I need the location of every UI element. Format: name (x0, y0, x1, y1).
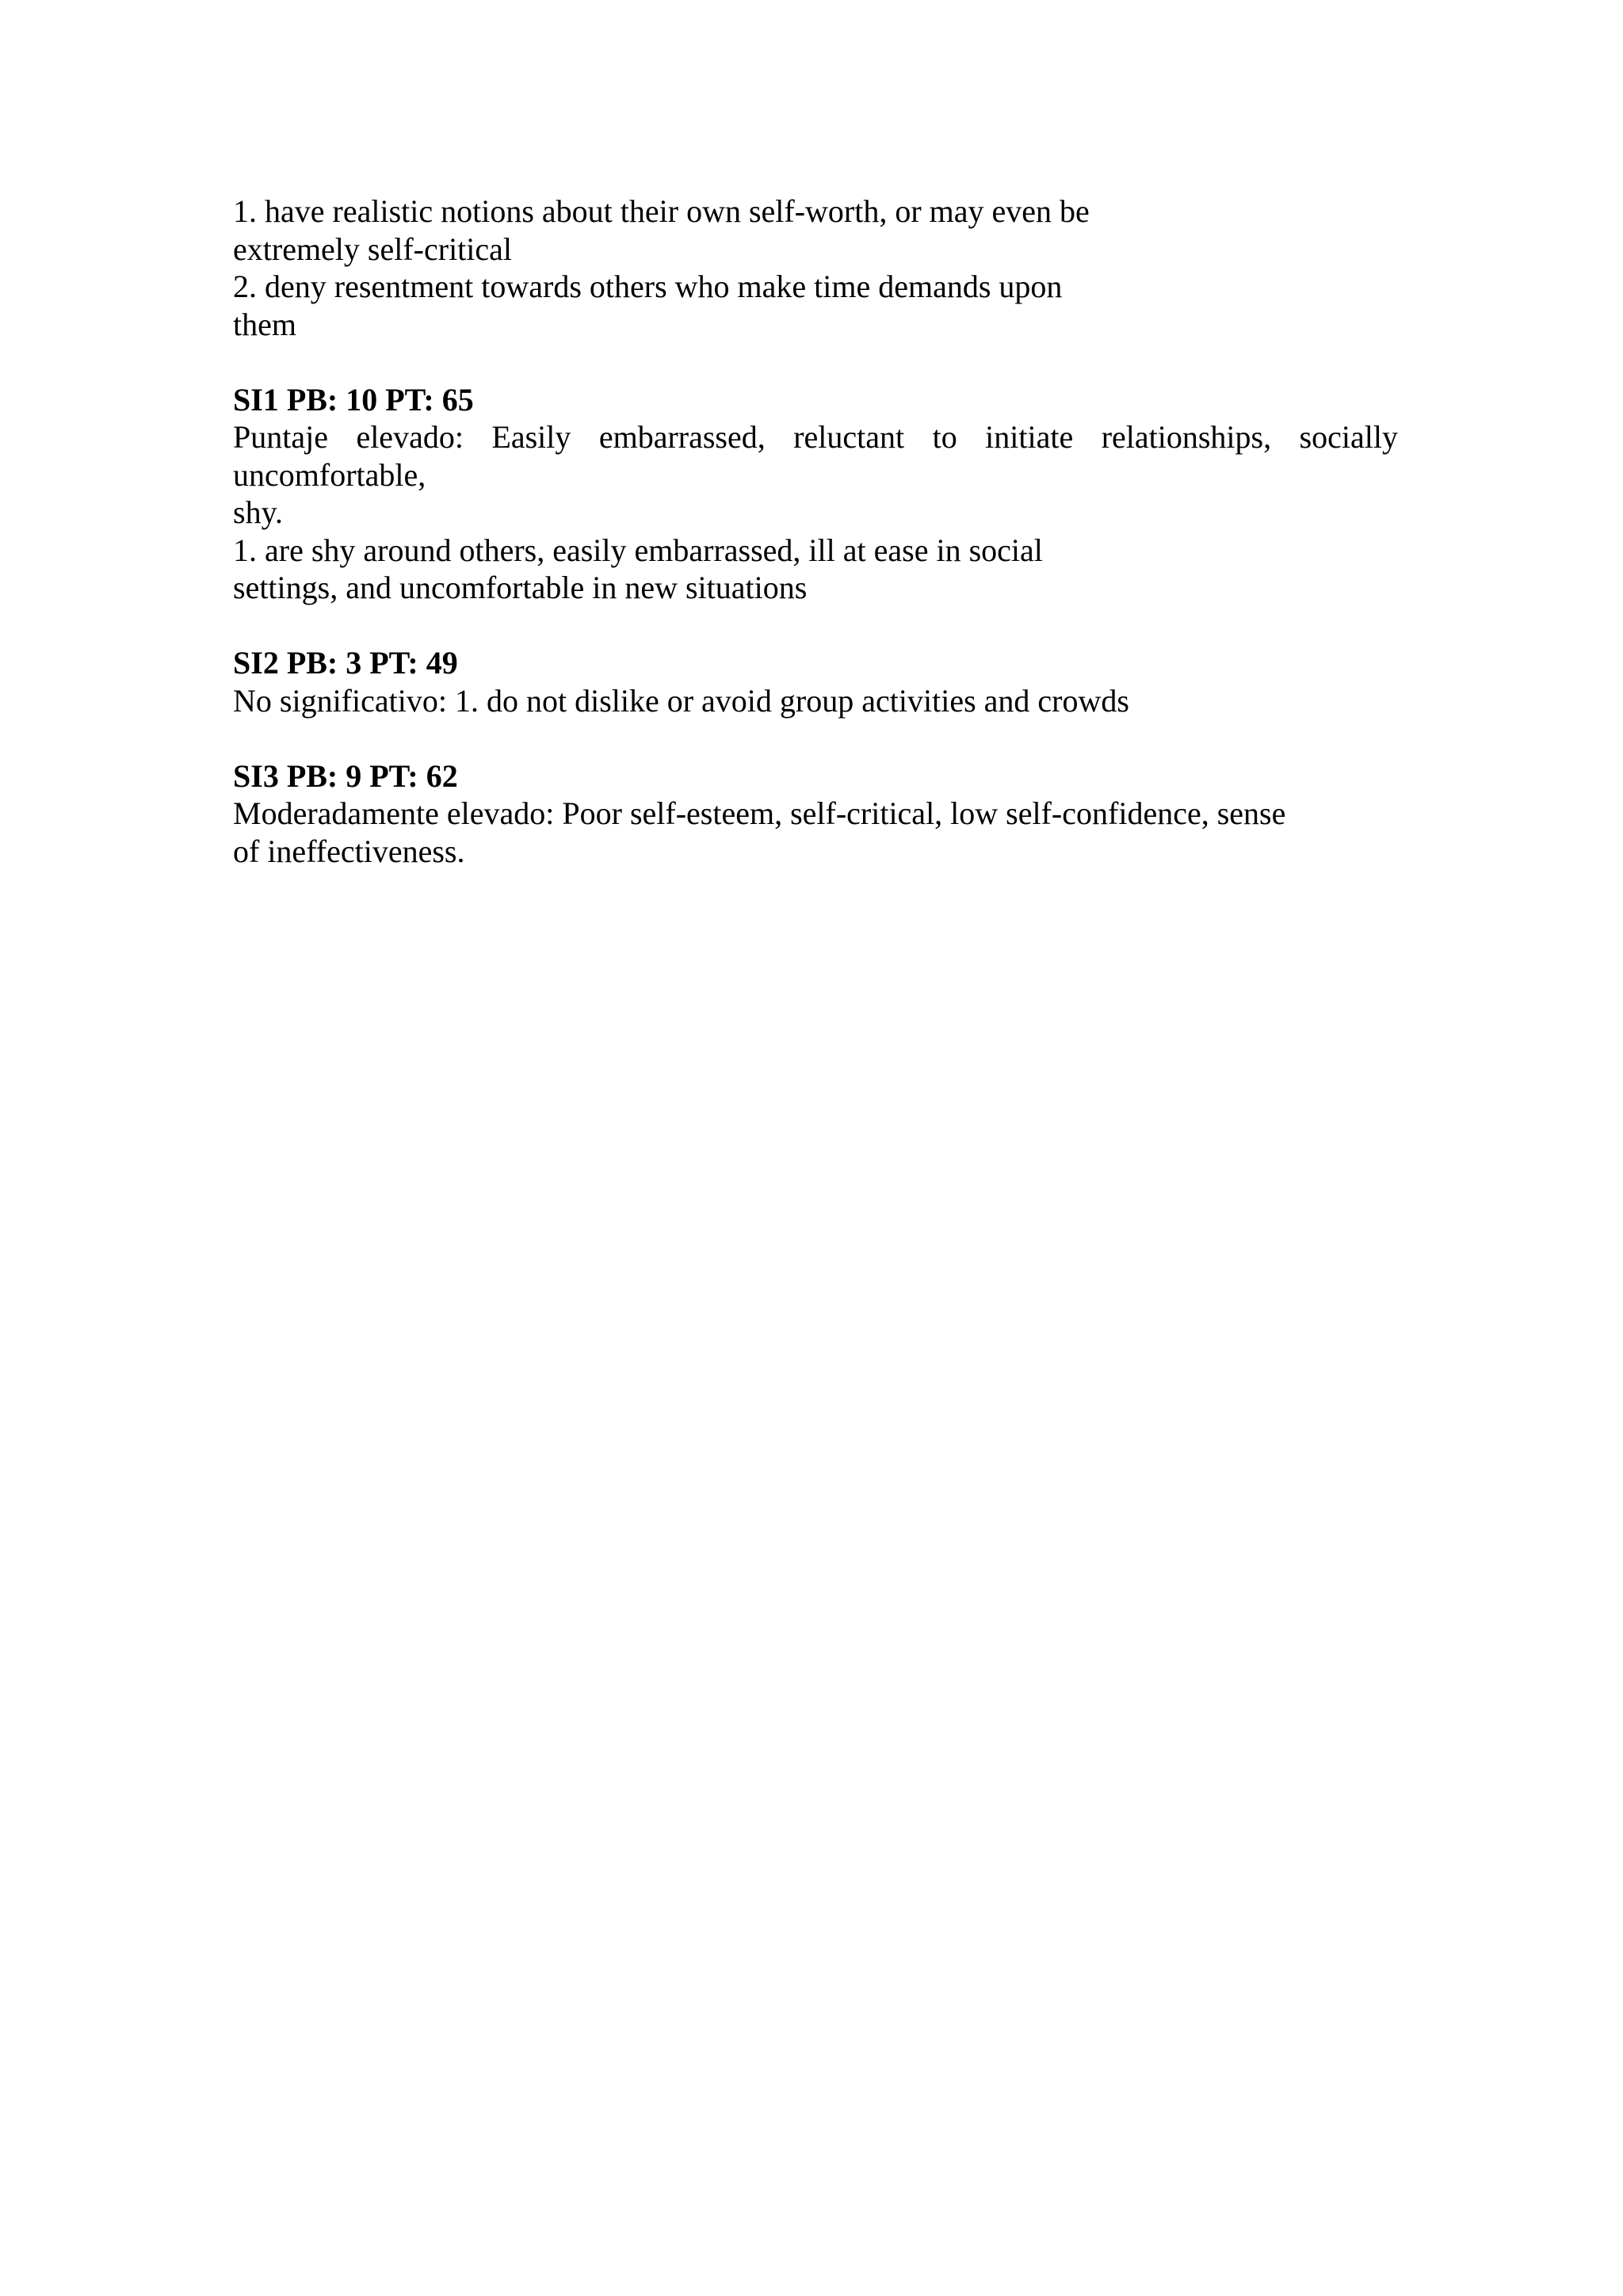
intro-line: extremely self-critical (233, 231, 513, 267)
intro-line: 2. deny resentment towards others who make time demands upon (233, 269, 1063, 304)
paragraph-gap (233, 719, 1398, 757)
section-line: No significativo: 1. do not dislike or avoid group activities and crowds (233, 682, 1129, 719)
section-line: shy. (233, 494, 283, 530)
section-heading: SI1 PB: 10 PT: 65 (233, 381, 474, 418)
section-line: of ineffectiveness. (233, 833, 465, 869)
section-line: settings, and uncomfortable in new situations (233, 570, 808, 605)
section-line: uncomfortable, (233, 456, 426, 493)
section-line: Puntaje elevado: Easily embarrassed, reluctant to initiate relationships, socially (233, 419, 1398, 455)
paragraph-gap (233, 343, 1398, 381)
section-si1 (233, 381, 1398, 607)
intro-line: them (233, 306, 296, 342)
document-content (233, 193, 1398, 870)
paragraph-gap (233, 607, 1398, 645)
section-line: Moderadamente elevado: Poor self-esteem, self-critical, low self-confidence, sense (233, 795, 1286, 831)
intro-block (233, 193, 1398, 343)
intro-line: 1. have realistic notions about their own self-worth, or may even be (233, 193, 1090, 229)
section-si3 (233, 757, 1398, 871)
section-line: 1. are shy around others, easily embarrassed, ill at ease in social (233, 532, 1043, 568)
section-heading: SI3 PB: 9 PT: 62 (233, 757, 458, 794)
section-heading: SI2 PB: 3 PT: 49 (233, 645, 458, 681)
section-si2 (233, 644, 1398, 719)
